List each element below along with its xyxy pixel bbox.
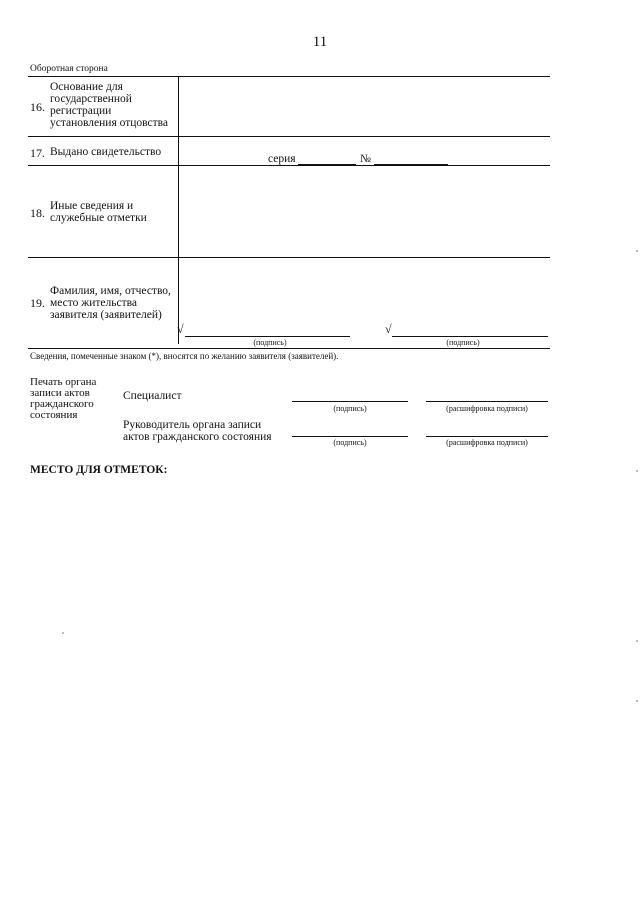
applicant-signature-line-1[interactable] [185,336,350,337]
specialist-title: Специалист [123,390,182,402]
row-18-number: 18. [30,206,45,220]
stamp-label: Печать органа записи актов гражданского состояния [30,376,97,421]
series-label: серия [268,153,296,165]
row-19-number: 19. [30,296,45,310]
row-16-number: 16. [30,100,45,114]
table-top-border [28,76,550,77]
row-17-number: 17. [30,146,45,160]
row-19-label: Фамилия, имя, отчество, место жительства заявителя (заявителей) [50,285,171,321]
specialist-decoding-caption: (расшифровка подписи) [446,404,528,413]
head-decoding-field[interactable] [426,436,548,437]
scan-artifact [636,700,638,702]
head-decoding-caption: (расшифровка подписи) [446,438,528,447]
specialist-signature-caption: (подпись) [333,404,367,413]
row-divider-17 [28,165,550,166]
row-divider-16 [28,136,550,137]
table-bottom-border [28,348,550,349]
row-17-label: Выдано свидетельство [50,146,162,158]
scan-artifact [62,632,64,634]
optional-fields-note: Сведения, помеченные знаком (*), вносятся по желанию заявителя (заявителей). [30,351,339,361]
scan-artifact [636,250,638,252]
check-mark-2: √ [385,322,392,336]
row-16-label: Основание для государственной регистрации установления отцовства [50,81,169,129]
number-sign: № [360,153,371,165]
certificate-number-field[interactable] [374,164,448,165]
scan-artifact [636,640,638,642]
head-signature-field[interactable] [292,436,408,437]
check-mark-1: √ [177,322,184,336]
applicant-signature-line-2[interactable] [392,336,548,337]
specialist-signature-field[interactable] [292,401,408,402]
page-number: 11 [312,34,328,50]
row-18-label: Иные сведения и служебные отметки [50,200,147,224]
scan-artifact [636,470,638,472]
marks-heading: МЕСТО ДЛЯ ОТМЕТОК: [30,464,168,476]
table-column-divider [178,76,179,344]
specialist-decoding-field[interactable] [426,401,548,402]
side-label: Оборотная сторона [30,64,108,74]
head-title: Руководитель органа записи актов гражданского состояния [123,419,272,443]
head-signature-caption: (подпись) [333,438,367,447]
applicant-signature-caption-1: (подпись) [253,338,287,347]
row-divider-18 [28,257,550,258]
applicant-signature-caption-2: (подпись) [446,338,480,347]
series-field[interactable] [298,164,356,165]
